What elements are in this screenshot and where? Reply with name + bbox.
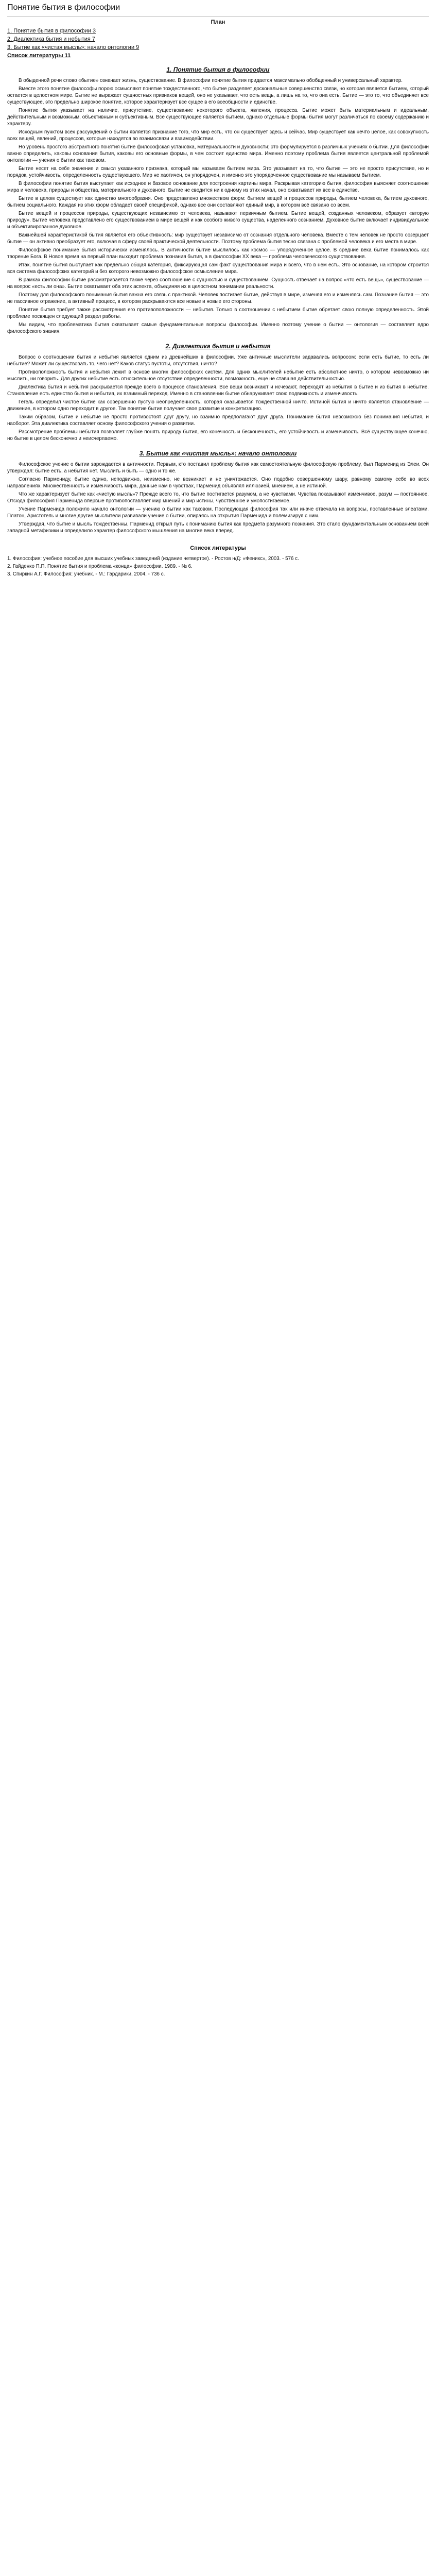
paragraph: В рамках философии бытие рассматривается также через соотношение с сущностью и существованием. Сущность отвечает на вопрос «что есть вещь», существование — на вопрос «есть ли она». Бытие охватывает оба этих аспекта, объединяя их в целостном понимании реальности. [7,277,429,290]
toc-heading: План [211,19,225,25]
section-1 [7,66,429,336]
paragraph: Философское учение о бытии зарождается в античности. Первым, кто поставил проблему бытия как самостоятельную философскую проблему, был Парменид из Элеи. Он утверждал: бытие есть, а небытия нет. Мыслить и быть — одно и то же. [7,462,429,474]
references-heading: Список литературы [190,545,246,551]
paragraph: Вопрос о соотношении бытия и небытия является одним из древнейших в философии. Уже античные мыслители задавались вопросом: если есть бытие, то есть ли небытие? Может ли существовать то, чего нет? Каков статус пустоты, отсутствия, ничто? [7,354,429,367]
toc-link-section-2[interactable]: 2. Диалектика бытия и небытия 7 [7,36,96,42]
references [7,545,429,578]
paragraph: Понятие бытия требует также рассмотрения его противоположности — небытия. Только в соотношении с небытием бытие обретает свою полную определенность. Этой проблеме посвящен следующий раздел работы. [7,307,429,319]
paragraph: Рассмотрение проблемы небытия позволяет глубже понять природу бытия, его конечность и бесконечность, его устойчивость и изменчивость. Всё существующее конечно, но бытие в целом бесконечно и неисчерпаемо. [7,429,429,442]
section-heading: 2. Диалектика бытия и небытия [165,343,271,350]
section-2 [7,343,429,444]
paragraph: Что же характеризует бытие как «чистую мысль»? Прежде всего то, что бытие постигается разумом, а не чувствами. Чувства показывают изменчивое, разум — постоянное. Отсюда философия Парменида впервые противопоставляет мир мнений и мир истины, чувственное и умопостигаемое. [7,492,429,504]
paragraph: Понятие бытия указывает на наличие, присутствие, существование некоторого объекта, явления, процесса. Бытие может быть материальным и идеальным, действительным и возможным, объективным и субъективным. Все существующее является бытием, однако отдельные формы бытия могут различаться по своему содержанию и характеру. [7,108,429,127]
table-of-contents [7,19,429,60]
paragraph: Бытие вещей и процессов природы, существующих независимо от человека, называют первичным бытием. Бытие вещей, созданных человеком, образует «вторую природу». Бытие человека представлено его существованием в мире вещей и как особого живого существа, наделенного сознанием. Духовное бытие включает индивидуальное и объективированное духовное. [7,211,429,230]
paragraph: Но уровень простого абстрактного понятия бытие философская установка, материальности и духовности; это формулируется в различных учениях о бытии. Для философии важно определить, каковы основания бытия, каковы его основные формы, в чем состоит единство мира. Именно поэтому проблема бытия является центральной проблемой онтологии — учения о бытии как таковом. [7,144,429,163]
paragraph: Мы видим, что проблематика бытия охватывает самые фундаментальные вопросы философии. Именно поэтому учение о бытии — онтология — составляет ядро философского знания. [7,322,429,334]
paragraph: Согласно Пармениду, бытие едино, неподвижно, неизменно, не возникает и не уничтожается. Оно подобно совершенному шару, равному самому себе во всех направлениях. Множественность и изменчивость мира, данные нам в чувствах, Парменид объявлял иллюзией, мнением, а не истиной. [7,477,429,489]
paragraph: В философии понятие бытия выступает как исходное и базовое основание для построения картины мира. Раскрывая категорию бытия, философия выясняет соотношение мира и человека, природы и общества, материального и духовного. Бытие не сводится ни к одному из этих начал, оно охватывает их все в единстве. [7,181,429,193]
page-title: Понятие бытия в философии [7,3,120,12]
paragraph: Гегель определил чистое бытие как совершенно пустую неопределенность, которая оказывается тождественной ничто. Истиной бытия и ничто является становление — движение, в котором одно переходит в другое. Так понятие бытия получает свое развитие и конкретизацию. [7,399,429,412]
section-3 [7,450,429,536]
section-heading: 3. Бытие как «чистая мысль»: начало онтологии [139,450,297,457]
paragraph: Бытие несет на себе значение и смысл указанного признака, который мы называем бытием мира. Это указывает на то, что бытие — это не просто присутствие, но и порядок, устойчивость, определенность существующего. Мир не хаотичен, он упорядочен, и именно это упорядоченное существование мы называем бытием. [7,166,429,178]
paragraph: Бытие в целом существует как единство многообразия. Оно представлено множеством форм: бытием вещей и процессов природы, бытием человека, бытием духовного, бытием социального. Каждая из этих форм обладает своей спецификой, однако все они составляют единый мир, в котором всё связано со всем. [7,196,429,208]
paragraph: Диалектика бытия и небытия раскрывается прежде всего в процессе становления. Все вещи возникают и исчезают, переходят из небытия в бытие и из бытия в небытие. Становление есть единство бытия и небытия, их взаимный переход. Именно в становлении бытие обнаруживает свою подвижность и изменчивость. [7,384,429,397]
paragraph: Таким образом, бытие и небытие не просто противостоят друг другу, но взаимно предполагают друг друга. Понимание бытия невозможно без понимания небытия, и наоборот. Эта диалектика составляет основу философского учения о развитии. [7,414,429,427]
paragraph: Поэтому для философского понимания бытия важна его связь с практикой. Человек постигает бытие, действуя в мире, изменяя его и изменяясь сам. Познание бытия — это не пассивное отражение, а активный процесс, в котором раскрываются все новые и новые его стороны. [7,292,429,304]
paragraph: Противоположность бытия и небытия лежит в основе многих философских систем. Для одних мыслителей небытие есть абсолютное ничто, о котором невозможно ни мыслить, ни говорить. Для других небытие есть относительное отсутствие определенности, возможность, еще не ставшая действительностью. [7,369,429,382]
title-divider [7,16,429,17]
paragraph: В обыденной речи слово «бытие» означает жизнь, существование. В философии понятие бытия придается максимально обобщенный и универсальный характер. [19,78,403,83]
toc-link-section-3[interactable]: 3. Бытие как «чистая мысль»: начало онтологии 9 [7,44,139,50]
toc-link-section-1[interactable]: 1. Понятие бытия в философии 3 [7,28,96,34]
paragraph: Учение Парменида положило начало онтологии — учению о бытии как таковом. Последующая философия так или иначе отвечала на вопросы, поставленные элеатами. Платон, Аристотель и многие другие мыслители развивали учение о бытии, опираясь на открытия Парменида и полемизируя с ним. [7,506,429,519]
paragraph: Философское понимание бытия исторически изменялось. В античности бытие мыслилось как космос — упорядоченное целое. В средние века бытие понималось как творение Бога. В Новое время на первый план выходит проблема познания бытия, а в философии XX века — проблема человеческого существования. [7,247,429,260]
section-heading: 1. Понятие бытия в философии [166,66,270,73]
references-list [7,555,429,578]
reference-item: 1. Философия: учебное пособие для высших учебных заведений (издание четвертое). - Ростов н/Д: «Феникс», 2003. - 576 с. [7,556,299,562]
toc-link-references[interactable]: Список литературы 11 [7,53,71,59]
paragraph: Исходным пунктом всех рассуждений о бытии является признание того, что мир есть, что он существует здесь и сейчас. Мир существует как нечто целое, как совокупность всех вещей, явлений, процессов, которые находятся во взаимосвязи и взаимодействии. [7,129,429,142]
document-body [7,66,429,536]
reference-item: 2. Гайденко П.П. Понятие бытия и проблема «конца» философии. 1989. - № 6. [7,564,193,569]
reference-item: 3. Спиркин А.Г. Философия: учебник. - М.: Гардарики, 2004. - 736 с. [7,571,165,577]
paragraph: Итак, понятие бытия выступает как предельно общая категория, фиксирующая сам факт существования мира и всего, что в нем есть. Это основание, на котором строится вся система философских категорий и без которого невозможно философское осмысление мира. [7,262,429,275]
paragraph: Утверждая, что бытие и мысль тождественны, Парменид открыл путь к пониманию бытия как предмета разумного познания. Это стало фундаментальным основанием всей западной метафизики и определило характер философского мышления на многие века вперед. [7,521,429,534]
paragraph: Вместе этого понятие философы порою осмысляют понятие тождественного, что бытие разделяет доскональные совершенство связи, но которая является бытием, который остается в целостном мире. Бытие не выражает сущностных признаков вещей, оно не указывает, что есть вещь, а лишь на то, что она есть. Бытие — это то, что объединяет все существующее, это предельно широкое понятие, которое характеризует все сущее в его всеобщности и единстве. [7,86,429,105]
paragraph: Важнейшей характеристикой бытия является его объективность: мир существует независимо от сознания отдельного человека. Вместе с тем человек не просто созерцает бытие — он активно преобразует его, включая в сферу своей практической деятельности. Поэтому проблема бытия тесно связана с проблемой человека и его места в мире. [7,232,429,245]
